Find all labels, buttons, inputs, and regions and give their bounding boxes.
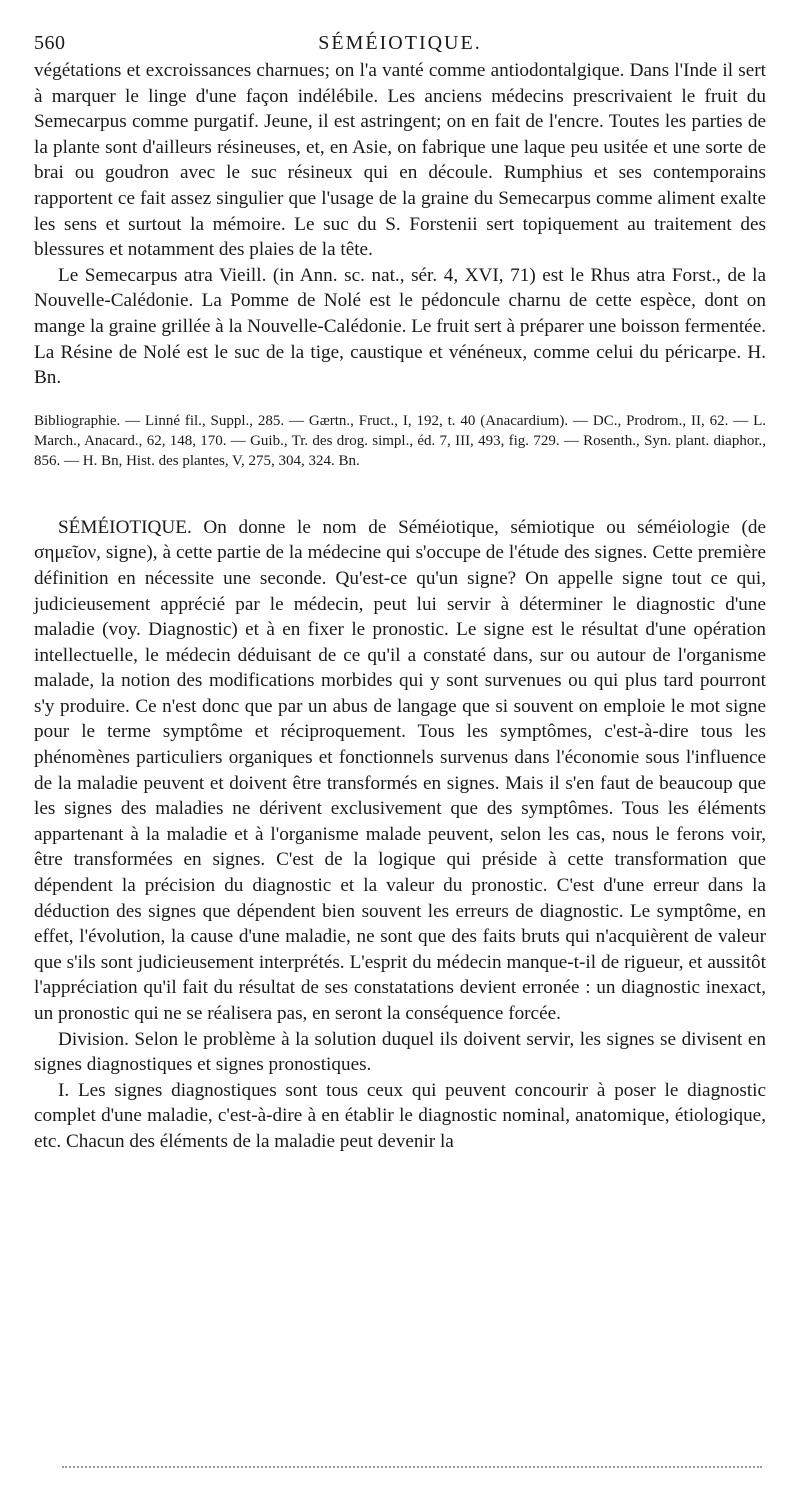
diagnostic-signs-paragraph: I. Les signes diagnostiques sont tous ceux qui peuvent concourir à poser le diagnostic complet d'une maladie, c'est-à-dire à en établir le diagnostic nominal, anatomique, étiologique, etc. Chacun des éléments de la maladie peut devenir la [34,1079,766,1152]
page-number: 560 [34,32,66,54]
section-gap [34,471,766,515]
running-header [34,28,766,58]
division-paragraph: Division. Selon le problème à la solution duquel ils doivent servir, les signes se divisent en signes diagnostiques et signes pronostiques. [34,1028,766,1076]
document-page [34,28,766,1155]
semeiotique-paragraph-1: SÉMÉIOTIQUE. On donne le nom de Séméiotique, sémiotique ou séméiologie (de σημεῖον, signe), à cette partie de la médecine qui s'occupe de l'étude des signes. Cette première définition en nécessite une seconde. Qu'est-ce qu'un signe? On appelle signe tout ce qui, judicieusement apprécié par le médecin, peut lui servir à déterminer le diagnostic d'une maladie (voy. Diagnostic) et à en fixer le pronostic. Le signe est le résultat d'une opération intellectuelle, le médecin déduisant de ce qu'il a constaté dans, sur ou autour de l'organisme malade, la notion des modifications morbides qui y sont survenues ou qui plus tard pourront s'y produire. Ce n'est donc que par un abus de langage que si souvent on emploie le mot signe pour le terme symptôme et réciproquement. Tous les symptômes, c'est-à-dire tous les phénomènes particuliers organiques et fonctionnels survenus dans l'économie sous l'influence de la maladie peuvent et doivent être transformés en signes. Mais il s'en faut de beaucoup que les signes des maladies ne dérivent exclusivement que des symptômes. Tous les éléments appartenant à la maladie et à l'organisme malade peuvent, selon les cas, nous le ferons voir, être transformées en signes. C'est de la logique qui préside à cette transformation que dépendent la précision du diagnostic et la valeur du pronostic. C'est d'une erreur dans la déduction des signes que dépendent bien souvent les erreurs de diagnostic. Le symptôme, en effet, l'évolution, la cause d'une maladie, ne sont que des faits bruts qui n'acquièrent de valeur que s'ils sont judicieusement interprétés. L'esprit du médecin manque-t-il de rigueur, et aussitôt l'appréciation qu'il fait du résultat de ses constatations devient erronée : un diagnostic inexact, un pronostic qui ne se réalisera pas, en seront la conséquence forcée. [34,516,766,1024]
running-title: SÉMÉIOTIQUE. [318,32,482,54]
semecarpus-paragraph-2: Le Semecarpus atra Vieill. (in Ann. sc. nat., sér. 4, XVI, 71) est le Rhus atra Forst., de la Nouvelle-Calédonie. La Pomme de Nolé est le pédoncule charnu de cette espèce, dont on mange la graine grillée à la Nouvelle-Calédonie. Le fruit sert à préparer une boisson fermentée. La Résine de Nolé est le suc de la tige, caustique et vénéneux, comme celui du péricarpe. H. Bn. [34,264,767,389]
semecarpus-paragraph-1: végétations et excroissances charnues; on l'a vanté comme antiodontalgique. Dans l'Inde il sert à marquer le linge d'une façon indélébile. Les anciens médecins prescrivaient le fruit du Semecarpus comme purgatif. Jeune, il est astringent; on en fait de l'encre. Toutes les parties de la plante sont d'ailleurs résineuses, et, en Asie, on fabrique une laque peu usitée et une sorte de brai ou goudron avec le suc résineux qui en découle. Rumphius et ses contemporains rapportent ce fait assez singulier que l'usage de la graine du Semecarpus comme aliment exalte les sens et surtout la mémoire. Le suc du S. Forstenii sert topiquement au traitement des blessures et notamment des plaies de la tête. [34,60,766,261]
bottom-rule [62,1466,762,1468]
bibliography: Bibliographie. — Linné fil., Suppl., 285. — Gærtn., Fruct., I, 192, t. 40 (Anacardium). — DC., Prodrom., II, 62. — L. March., Anacard., 62, 148, 170. — Guib., Tr. des drog. simpl., éd. 7, III, 493, fig. 729. — Rosenth., Syn. plant. diaphor., 856. — H. Bn, Hist. des plantes, V, 275, 304, 324. Bn. [34,412,766,469]
